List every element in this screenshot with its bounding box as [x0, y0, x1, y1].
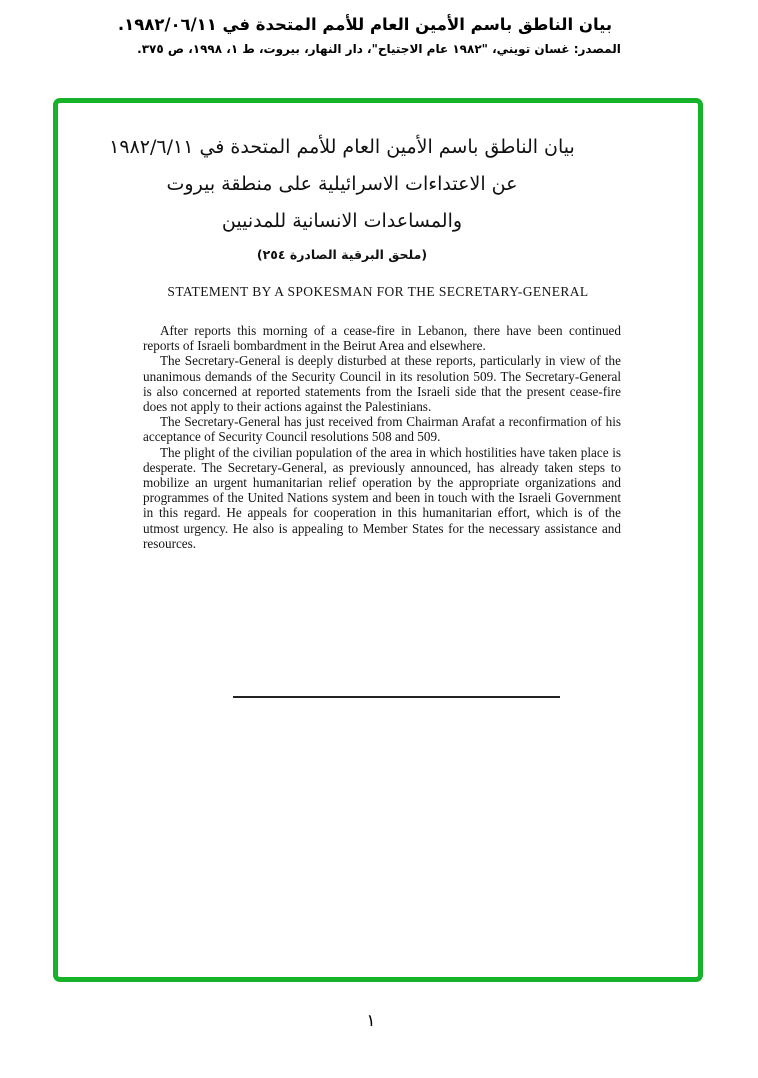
statement-paragraph: The Secretary-General is deeply disturbed at these reports, particularly in view of the unanimous demands of the Security Council in its resolution 509. The Secretary-General is also concerned at reported statements from the Israeli side that the present cease-fire does not apply to their actions against the Palestinians. — [143, 353, 621, 415]
page-number: ١ — [366, 1011, 376, 1031]
separator-line — [233, 696, 560, 698]
source-header-title: بيان الناطق باسم الأمين العام للأمم المتحدة في ١٩٨٢/٠٦/١١. — [117, 15, 613, 34]
statement-heading: STATEMENT BY A SPOKESMAN FOR THE SECRETARY-GENERAL — [167, 284, 589, 299]
statement-paragraph: After reports this morning of a cease-fire in Lebanon, there have been continued reports of Israeli bombardment in the Beirut Area and elsewhere. — [143, 323, 621, 354]
document-frame — [53, 98, 703, 982]
statement-body — [143, 323, 621, 551]
arabic-title-line-3: والمساعدات الانسانية للمدنيين — [221, 210, 463, 232]
arabic-title-block — [22, 129, 662, 267]
source-header-citation: المصدر: غسان تويني، "١٩٨٢ عام الاجتياح"، دار النهار، بيروت، ط ١، ١٩٩٨، ص ٣٧٥. — [137, 42, 621, 56]
arabic-title-note: (ملحق البرقية الصادرة ٢٥٤) — [256, 247, 428, 262]
arabic-title-line-2: عن الاعتداءات الاسرائيلية على منطقة بيروت — [166, 173, 518, 195]
arabic-title-line-1: بيان الناطق باسم الأمين العام للأمم المتحدة في ١٩٨٢/٦/١١ — [109, 136, 575, 158]
document-inner — [58, 103, 698, 977]
statement-paragraph: The Secretary-General has just received from Chairman Arafat a reconfirmation of his acceptance of Security Council resolutions 508 and 509. — [143, 414, 621, 445]
statement-paragraph: The plight of the civilian population of the area in which hostilities have taken place is desperate. The Secretary-General, as previously announced, has already taken steps to mobilize an urgent humanitarian relief operation by the appropriate organizations and programmes of the United Nations system and been in touch with the Israeli Government in this regard. He appeals for cooperation in this humanitarian effort, which is of the utmost urgency. He also is appealing to Member States for the necessary assistance and resources. — [143, 444, 621, 551]
source-header — [0, 12, 758, 59]
